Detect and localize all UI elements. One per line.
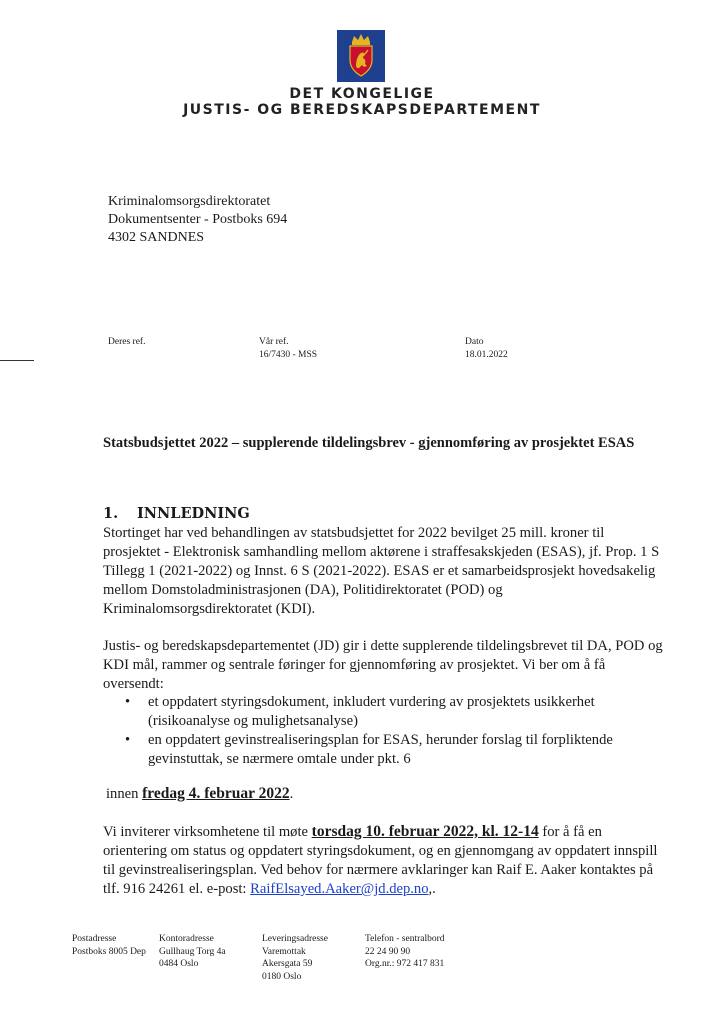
bullet-icon: • <box>125 694 131 710</box>
list-item-text: et oppdatert styringsdokument, inkludert vurdering av prosjektets usikkerhet (risikoanalyse og mulighetsanalyse) <box>148 694 595 729</box>
postadresse-label: Postadresse <box>72 934 117 944</box>
dato-label: Dato <box>465 337 484 347</box>
ministry-name-line2: JUSTIS- OG BEREDSKAPSDEPARTEMENT <box>183 102 541 118</box>
deres-ref-label: Deres ref. <box>108 337 146 347</box>
coat-of-arms-icon <box>337 30 385 82</box>
p3-middle: for å få en orientering om status og oppdatert styringsdokument, og en gjennomgang av oppdatert innspill til gevinstrealiseringsplan. Ved behov for nærmere avklaringer kan Raif E. Aaker kontaktes på tlf. 916 24261 el. e-post: <box>103 824 658 897</box>
deadline-line <box>106 784 293 804</box>
section-heading-text: INNLEDNING <box>137 505 250 522</box>
telefon-value: 22 24 90 90 <box>365 946 411 957</box>
bullet-list <box>103 693 663 769</box>
footer-kontoradresse <box>159 933 226 971</box>
list-item-text: en oppdatert gevinstrealiseringsplan for ESAS, herunder forslag til forpliktende gevinstuttak, se nærmere omtale under pkt. 6 <box>148 732 613 767</box>
kontoradresse-label: Kontoradresse <box>159 934 214 944</box>
kontoradresse-line2: 0484 Oslo <box>159 959 199 969</box>
kontoradresse-line1: Gullhaug Torg 4a <box>159 946 226 957</box>
letter-title: Statsbudsjettet 2022 – supplerende tildelingsbrev - gjennomføring av prosjektet ESAS <box>103 435 635 451</box>
section-number: 1. <box>103 505 119 522</box>
var-ref-label: Vår ref. <box>259 337 289 347</box>
leveringsadresse-line3: 0180 Oslo <box>262 971 302 982</box>
recipient-name: Kriminalomsorgsdirektoratet <box>108 194 271 209</box>
list-item <box>103 693 663 731</box>
footer-telefon <box>365 933 445 971</box>
postadresse-value: Postboks 8005 Dep <box>72 946 146 957</box>
deadline-prefix: innen <box>106 786 139 802</box>
leveringsadresse-line2: Akersgata 59 <box>262 959 313 969</box>
recipient-line3: 4302 SANDNES <box>108 230 205 245</box>
footer-leveringsadresse <box>262 933 328 983</box>
var-ref-value: 16/7430 - MSS <box>259 350 318 360</box>
email-link[interactable]: RaifElsayed.Aaker@jd.dep.no <box>250 881 429 897</box>
p3-end: ,. <box>428 881 436 897</box>
paragraph-3 <box>103 822 663 899</box>
paragraph-2: Justis- og beredskapsdepartementet (JD) gir i dette supplerende tildelingsbrevet til DA, POD og KDI mål, rammer og sentrale føringer for gjennomføring av prosjektet. Vi ber om å få oversendt: <box>103 638 663 692</box>
leveringsadresse-line1: Varemottak <box>262 946 306 957</box>
ministry-name-line1: DET KONGELIGE <box>289 86 435 102</box>
deadline-suffix: . <box>289 786 294 802</box>
fold-mark-divider <box>0 360 34 361</box>
dato-value: 18.01.2022 <box>465 350 508 360</box>
reference-var <box>259 336 317 362</box>
paragraph-1: Stortinget har ved behandlingen av statsbudsjettet for 2022 bevilget 25 mill. kroner til prosjektet - Elektronisk samhandling mellom aktørene i straffesakskjeden (ESAS), jf. Prop. 1 S Tillegg 1 (2021-2022) og Innst. 6 S (2021-2022). ESAS er et samarbeidsprosjekt hovedsakelig mellom Domstoladministrasjonen (DA), Politidirektoratet (POD) og Kriminalomsorgsdirektoratet (KDI). <box>103 525 660 617</box>
reference-dato <box>465 336 508 362</box>
telefon-label: Telefon - sentralbord <box>365 934 445 944</box>
leveringsadresse-label: Leveringsadresse <box>262 934 328 944</box>
recipient-address <box>108 193 287 247</box>
orgnr: Org.nr.: 972 417 831 <box>365 959 445 969</box>
recipient-line2: Dokumentsenter - Postboks 694 <box>108 212 288 227</box>
footer-postadresse <box>72 933 146 958</box>
deadline-date: fredag 4. februar 2022 <box>142 785 290 802</box>
p3-before: Vi inviterer virksomhetene til møte <box>103 824 309 840</box>
reference-deres <box>108 336 145 349</box>
list-item <box>103 731 663 769</box>
bullet-icon: • <box>125 732 131 748</box>
meeting-time: torsdag 10. februar 2022, kl. 12-14 <box>311 823 539 840</box>
section-heading <box>103 505 250 522</box>
